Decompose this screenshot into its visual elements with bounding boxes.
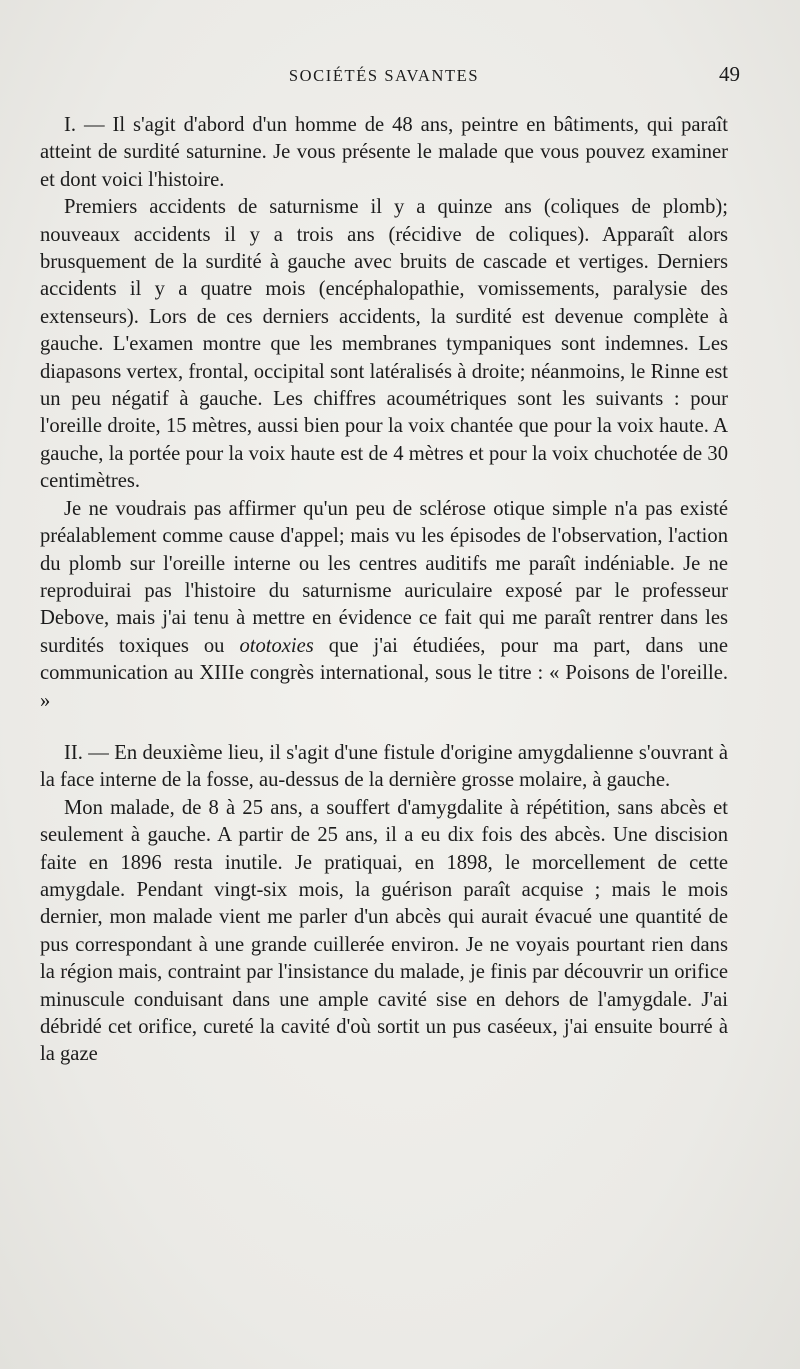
paragraph-text-before: Je ne voudrais pas affirmer qu'un peu de sclérose otique simple n'a pas existé préalablement comme cause d'appel; mais vu les épisodes de l'observation, l'action du plomb sur l'oreille interne ou les centres auditifs me paraît indéniable. Je ne reproduirai pas l'histoire du saturnisme auriculaire exposé par le professeur Debove, mais j'ai tenu à mettre en évidence ce fait qui me paraît rentrer dans les surdités toxiques ou xyxy=(40,497,728,657)
running-title: SOCIÉTÉS SAVANTES xyxy=(288,66,480,85)
paragraph-case-two-history: Mon malade, de 8 à 25 ans, a souffert d'amygdalite à répétition, sans abcès et seulement à gauche. A partir de 25 ans, il a eu dix fois des abcès. Une discision faite en 1896 resta inutile. Je pratiquai, en 1898, le morcellement de cette amygdale. Pendant vingt-six mois, la guérison paraît acquise ; mais le mois dernier, mon malade vient me parler d'un abcès qui aurait évacué une quantité de pus correspondant à une grande cuillerée environ. Je ne voyais pourtant rien dans la région mais, contraint par l'insistance du malade, je finis par découvrir un orifice minuscule conduisant dans une ample cavité sise en dehors de l'amygdale. J'ai débridé cet orifice, cureté la cavité d'où sortit un pus caséeux, j'ai ensuite bourré à la gaze xyxy=(40,796,728,1066)
paragraph-case-one-intro: I. — Il s'agit d'abord d'un homme de 48 ans, peintre en bâtiments, qui paraît atteint de surdité saturnine. Je vous présente le malade que vous pouvez examiner et dont voici l'histoire. xyxy=(40,114,728,191)
running-head xyxy=(40,0,740,112)
paragraph-case-one-history: Premiers accidents de saturnisme il y a quinze ans (coliques de plomb); nouveaux accidents il y a trois ans (récidive de coliques). Apparaît alors brusquement de la surdité à gauche avec bruits de cascade et vertiges. Derniers accidents il y a quatre mois (encéphalopathie, vomissements, paralysie des extenseurs). Lors de ces derniers accidents, la surdité est devenue complète à gauche. L'examen montre que les membranes tympaniques sont indemnes. Les diapasons vertex, frontal, occipital sont latéralisés à droite; néanmoins, le Rinne est un peu négatif à gauche. Les chiffres acoumétriques sont les suivants : pour l'oreille droite, 15 mètres, aussi bien pour la voix chantée que pour la voix haute. A gauche, la portée pour la voix haute est de 4 mètres et pour la voix chuchotée de 30 centimètres. xyxy=(40,196,728,493)
italic-term-ototoxies: ototoxies xyxy=(239,634,314,657)
paragraph-case-two-intro: II. — En deuxième lieu, il s'agit d'une fistule d'origine amygdalienne s'ouvrant à la face interne de la fosse, au-dessus de la dernière grosse molaire, à gauche. xyxy=(40,741,728,792)
paragraph-text-after: que j'ai étudiées, pour ma part, dans une communication au XIIIe congrès international, sous le titre : « Poisons de l'oreille. » xyxy=(40,634,728,712)
page-number: 49 xyxy=(719,62,740,86)
paragraph-case-one-discussion xyxy=(40,496,728,715)
body-text xyxy=(40,112,728,1069)
